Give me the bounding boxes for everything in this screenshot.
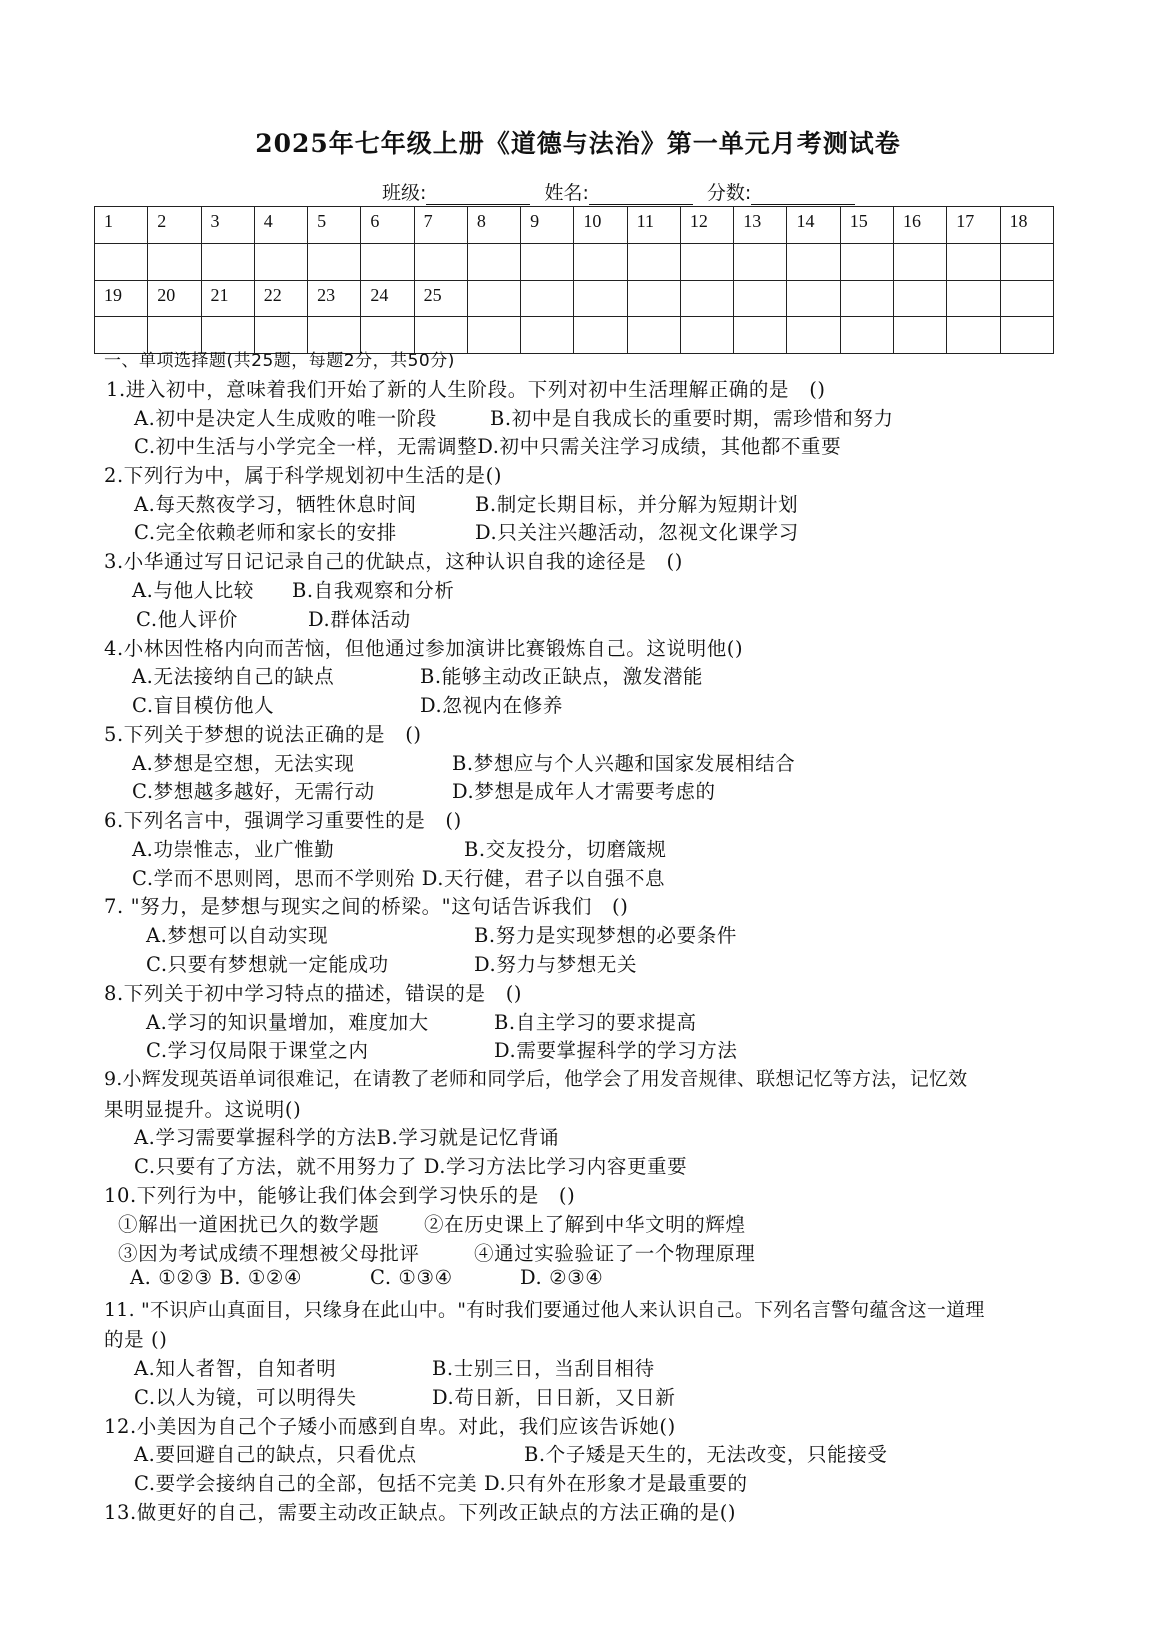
question-11-stem-continued: 的是 () <box>104 1328 168 1351</box>
answer-grid-answer-cell[interactable] <box>1000 317 1053 354</box>
section-heading: 一、单项选择题(共25题，每题2分，共50分) <box>104 351 455 371</box>
question-5-option-d: D.梦想是成年人才需要考虑的 <box>452 780 716 803</box>
question-6-option-a: A.功崇惟志，业广惟勤 <box>132 838 335 861</box>
answer-grid-number-cell <box>947 280 1000 317</box>
answer-grid-number-cell <box>893 280 946 317</box>
question-5-stem: 5.下列关于梦想的说法正确的是 () <box>104 723 422 746</box>
answer-grid-number-cell <box>840 280 893 317</box>
answer-grid-number-cell: 15 <box>840 207 893 244</box>
question-5-option-b: B.梦想应与个人兴趣和国家发展相结合 <box>452 752 796 775</box>
question-3-option-c: C.他人评价 <box>136 608 239 631</box>
question-7-option-d: D.努力与梦想无关 <box>474 953 638 976</box>
question-4-stem: 4.小林因性格内向而苦恼，但他通过参加演讲比赛锻炼自己。这说明他() <box>104 637 744 660</box>
answer-grid-number-cell: 7 <box>414 207 467 244</box>
answer-grid-number-cell: 13 <box>734 207 787 244</box>
answer-grid-answer-cell[interactable] <box>947 317 1000 354</box>
answer-grid-answer-cell[interactable] <box>840 317 893 354</box>
answer-grid-answer-cell[interactable] <box>787 243 840 280</box>
question-10-statement-4: ④通过实验验证了一个物理原理 <box>474 1242 756 1265</box>
question-5-option-c: C.梦想越多越好，无需行动 <box>132 780 375 803</box>
answer-grid-number-cell: 18 <box>1000 207 1053 244</box>
exam-title: 2025年七年级上册《道德与法治》第一单元月考测试卷 <box>255 129 901 158</box>
question-9-option-c-d: C.只要有了方法，就不用努力了 D.学习方法比学习内容更重要 <box>134 1155 688 1178</box>
answer-grid-answer-cell[interactable] <box>95 243 148 280</box>
question-5-option-a: A.梦想是空想，无法实现 <box>132 752 355 775</box>
answer-grid-answer-cell[interactable] <box>1000 243 1053 280</box>
answer-grid-number-cell: 20 <box>148 280 201 317</box>
question-10-option-c: C. ①③④ <box>370 1266 453 1289</box>
question-4-option-d: D.忽视内在修养 <box>420 694 563 717</box>
answer-grid-answer-cell[interactable] <box>201 243 254 280</box>
question-7-option-b: B.努力是实现梦想的必要条件 <box>474 924 737 947</box>
question-6-option-c-d: C.学而不思则罔，思而不学则殆 D.天行健，君子以自强不息 <box>132 867 666 890</box>
question-4-option-b: B.能够主动改正缺点，激发潜能 <box>420 665 704 688</box>
answer-grid-answer-cell[interactable] <box>521 243 574 280</box>
question-8-option-a: A.学习的知识量增加，难度加大 <box>146 1011 429 1034</box>
score-label: 分数: <box>706 182 752 204</box>
answer-grid-answer-cell[interactable] <box>148 243 201 280</box>
answer-grid-answer-cell[interactable] <box>521 317 574 354</box>
answer-grid-number-cell: 10 <box>574 207 627 244</box>
answer-grid-number-cell: 1 <box>95 207 148 244</box>
question-1-option-c-d: C.初中生活与小学完全一样，无需调整D.初中只需关注学习成绩，其他都不重要 <box>134 435 842 458</box>
question-4-option-c: C.盲目模仿他人 <box>132 694 275 717</box>
question-8-option-c: C.学习仅局限于课堂之内 <box>146 1039 369 1062</box>
answer-grid-answer-cell[interactable] <box>574 243 627 280</box>
question-11-option-c: C.以人为镜，可以明得失 <box>134 1386 357 1409</box>
answer-grid-number-cell <box>574 280 627 317</box>
class-blank[interactable] <box>426 186 530 205</box>
answer-grid-answer-cell[interactable] <box>254 243 307 280</box>
answer-grid-number-cell: 5 <box>308 207 361 244</box>
question-10-option-d: D. ②③④ <box>520 1266 604 1289</box>
answer-grid-answer-row <box>95 243 1054 280</box>
question-10-stem: 10.下列行为中，能够让我们体会到学习快乐的是 () <box>104 1184 576 1207</box>
answer-grid-answer-cell[interactable] <box>680 243 733 280</box>
answer-grid-number-cell <box>627 280 680 317</box>
question-3-stem: 3.小华通过写日记记录自己的优缺点，这种认识自我的途径是 () <box>104 550 683 573</box>
question-8-option-d: D.需要掌握科学的学习方法 <box>494 1039 738 1062</box>
question-2-option-d: D.只关注兴趣活动，忽视文化课学习 <box>475 521 799 544</box>
question-1-option-a: A.初中是决定人生成败的唯一阶段 <box>134 407 437 430</box>
answer-grid-answer-cell[interactable] <box>414 243 467 280</box>
answer-grid-number-cell: 16 <box>893 207 946 244</box>
answer-grid-answer-cell[interactable] <box>627 243 680 280</box>
question-2-stem: 2.下列行为中，属于科学规划初中生活的是() <box>104 464 503 487</box>
answer-grid-number-row <box>95 280 1054 317</box>
answer-grid-number-cell: 22 <box>254 280 307 317</box>
question-11-option-a: A.知人者智，自知者明 <box>134 1357 337 1380</box>
answer-grid-answer-cell[interactable] <box>361 243 414 280</box>
answer-grid-answer-cell[interactable] <box>893 317 946 354</box>
question-12-stem: 12.小美因为自己个子矮小而感到自卑。对此，我们应该告诉她() <box>104 1415 676 1438</box>
answer-grid-answer-cell[interactable] <box>787 317 840 354</box>
question-10-statement-3: ③因为考试成绩不理想被父母批评 <box>118 1242 420 1265</box>
answer-grid-number-cell: 2 <box>148 207 201 244</box>
answer-grid-answer-cell[interactable] <box>680 317 733 354</box>
answer-grid-number-cell <box>734 280 787 317</box>
answer-grid-answer-cell[interactable] <box>627 317 680 354</box>
answer-grid <box>94 206 1054 354</box>
question-11-stem: 11. "不识庐山真面目，只缘身在此山中。"有时我们要通过他人来认识自己。下列名言警句蕴含这一道理 <box>104 1299 985 1321</box>
answer-grid-answer-cell[interactable] <box>840 243 893 280</box>
name-blank[interactable] <box>589 186 693 205</box>
name-label: 姓名: <box>544 182 589 204</box>
question-11-option-d: D.苟日新，日日新，又日新 <box>432 1386 676 1409</box>
question-13-stem: 13.做更好的自己，需要主动改正缺点。下列改正缺点的方法正确的是() <box>104 1501 737 1524</box>
question-2-option-c: C.完全依赖老师和家长的安排 <box>134 521 397 544</box>
answer-grid-number-cell: 9 <box>521 207 574 244</box>
question-12-option-a: A.要回避自己的缺点，只看优点 <box>134 1443 417 1466</box>
answer-grid-number-cell: 12 <box>680 207 733 244</box>
question-10-statement-1: ①解出一道困扰已久的数学题 <box>118 1213 380 1236</box>
question-9-stem: 9.小辉发现英语单词很难记，在请教了老师和同学后，他学会了用发音规律、联想记忆等方法，记忆效 <box>104 1068 968 1090</box>
question-12-option-c-d: C.要学会接纳自己的全部，包括不完美 D.只有外在形象才是最重要的 <box>134 1472 748 1495</box>
question-6-option-b: B.交友投分，切磨箴规 <box>464 838 667 861</box>
answer-grid-number-cell: 23 <box>308 280 361 317</box>
question-7-option-a: A.梦想可以自动实现 <box>146 924 329 947</box>
score-blank[interactable] <box>751 186 855 205</box>
answer-grid-answer-cell[interactable] <box>893 243 946 280</box>
question-10-option-a-b: A. ①②③ B. ①②④ <box>130 1266 303 1289</box>
answer-grid-number-cell <box>787 280 840 317</box>
answer-grid-number-cell: 8 <box>467 207 520 244</box>
answer-grid-number-cell: 25 <box>414 280 467 317</box>
answer-grid-answer-cell[interactable] <box>467 317 520 354</box>
question-8-option-b: B.自主学习的要求提高 <box>494 1011 697 1034</box>
question-3-option-b: B.自我观察和分析 <box>292 579 455 602</box>
question-9-stem-continued: 果明显提升。这说明() <box>104 1098 302 1121</box>
question-3-option-a: A.与他人比较 <box>132 579 254 602</box>
answer-grid-answer-cell[interactable] <box>734 243 787 280</box>
answer-grid-number-cell: 24 <box>361 280 414 317</box>
question-2-option-a: A.每天熬夜学习，牺牲休息时间 <box>134 493 417 516</box>
answer-grid-number-cell <box>521 280 574 317</box>
answer-grid-answer-cell[interactable] <box>467 243 520 280</box>
answer-grid-answer-cell[interactable] <box>947 243 1000 280</box>
answer-grid-number-cell: 21 <box>201 280 254 317</box>
answer-grid-answer-cell[interactable] <box>574 317 627 354</box>
answer-grid-number-cell: 3 <box>201 207 254 244</box>
answer-grid-answer-cell[interactable] <box>308 243 361 280</box>
question-7-stem: 7. "努力，是梦想与现实之间的桥梁。"这句话告诉我们 () <box>104 895 629 918</box>
answer-grid-number-cell: 17 <box>947 207 1000 244</box>
question-11-option-b: B.士别三日，当刮目相待 <box>432 1357 655 1380</box>
question-6-stem: 6.下列名言中，强调学习重要性的是 () <box>104 809 462 832</box>
question-4-option-a: A.无法接纳自己的缺点 <box>132 665 335 688</box>
question-9-option-a-b: A.学习需要掌握科学的方法B.学习就是记忆背诵 <box>134 1126 560 1149</box>
question-1-stem: 1.进入初中，意味着我们开始了新的人生阶段。下列对初中生活理解正确的是 () <box>106 378 826 401</box>
question-3-option-d: D.群体活动 <box>308 608 411 631</box>
question-8-stem: 8.下列关于初中学习特点的描述，错误的是 () <box>104 982 523 1005</box>
answer-grid-number-cell <box>467 280 520 317</box>
answer-grid-number-row <box>95 207 1054 244</box>
answer-grid-number-cell: 19 <box>95 280 148 317</box>
class-label: 班级: <box>382 182 427 204</box>
answer-grid-number-cell <box>1000 280 1053 317</box>
answer-grid-number-cell: 6 <box>361 207 414 244</box>
answer-grid-number-cell: 4 <box>254 207 307 244</box>
question-7-option-c: C.只要有梦想就一定能成功 <box>146 953 389 976</box>
answer-grid-number-cell: 11 <box>627 207 680 244</box>
answer-grid-number-cell <box>680 280 733 317</box>
question-1-option-b: B.初中是自我成长的重要时期，需珍惜和努力 <box>490 407 894 430</box>
question-10-statement-2: ②在历史课上了解到中华文明的辉煌 <box>424 1213 746 1236</box>
question-2-option-b: B.制定长期目标，并分解为短期计划 <box>475 493 799 516</box>
answer-grid-number-cell: 14 <box>787 207 840 244</box>
question-12-option-b: B.个子矮是天生的，无法改变，只能接受 <box>524 1443 888 1466</box>
answer-grid-answer-cell[interactable] <box>734 317 787 354</box>
student-info-line <box>382 178 863 205</box>
